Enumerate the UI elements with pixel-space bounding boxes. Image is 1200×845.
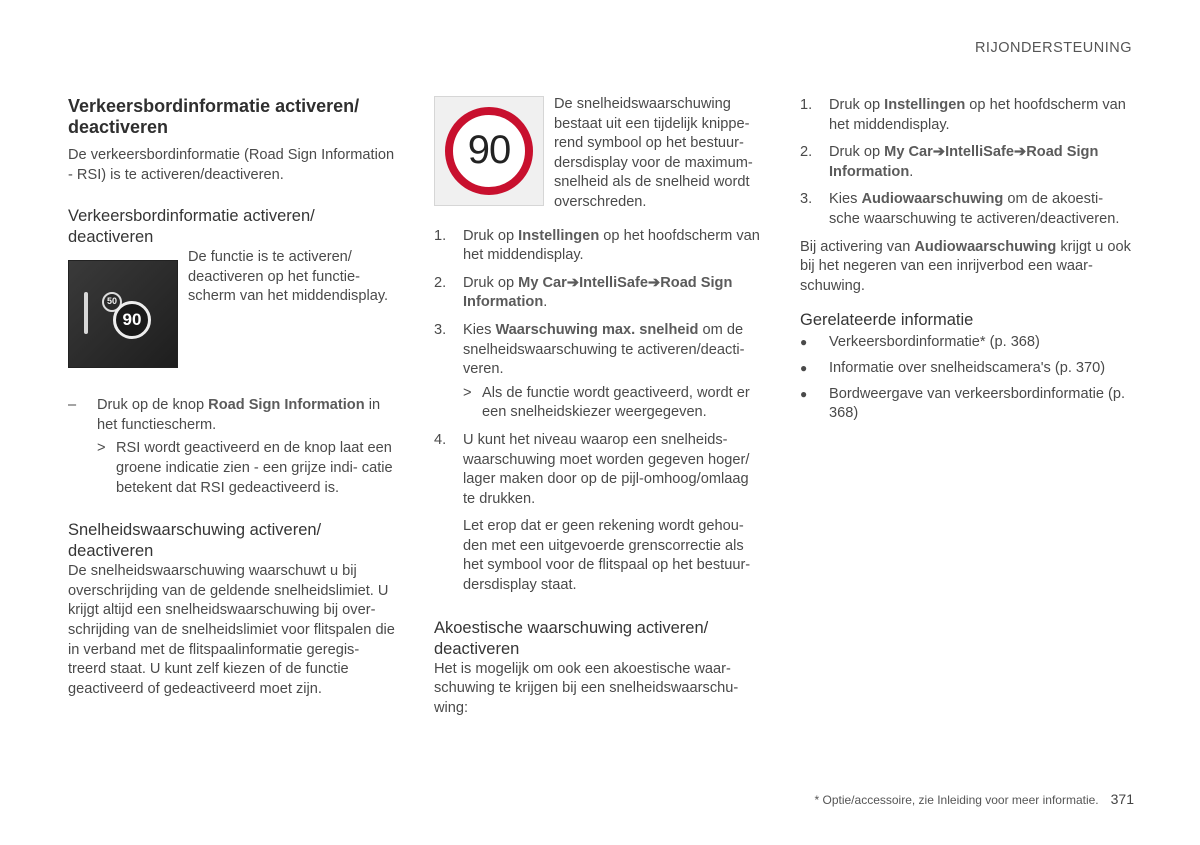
- list-item: [800, 143, 1134, 182]
- page-title: Verkeersbordinformatie activeren/ deactiveren: [68, 96, 360, 137]
- text-post: krijgt u ook bij het negeren van een inrijverbod een waar- schuwing.: [800, 238, 1131, 294]
- step-number: 2.: [434, 274, 447, 291]
- road-sign-information-label: Road Sign Information: [208, 397, 365, 414]
- step-pre: Druk op: [463, 274, 519, 291]
- bullet-icon: ●: [800, 386, 808, 401]
- arrow-right-icon: ➔: [932, 144, 946, 161]
- road-sign-information-label: Road Sign Information: [463, 274, 733, 311]
- footnote: * Optie/accessoire, zie Inleiding voor meer informatie.: [814, 793, 1099, 807]
- related-link[interactable]: [800, 333, 1134, 353]
- intellisafe-label: IntelliSafe: [945, 144, 1014, 161]
- bullet-icon: ●: [800, 335, 808, 350]
- step-text: [829, 190, 1134, 229]
- step-number: 1.: [434, 227, 447, 244]
- step-text: [463, 321, 764, 380]
- related-info-list: [800, 333, 1134, 423]
- intro-text: De verkeersbordinformatie (Road Sign Information - RSI) is te activeren/deactiveren.: [68, 147, 395, 183]
- bullet-icon: ●: [800, 360, 808, 375]
- speed-warning-steps: [434, 227, 764, 510]
- function-screen-illustration: [68, 260, 178, 368]
- column-left: [68, 96, 400, 699]
- instruction-result: [97, 439, 400, 498]
- step-body: [463, 321, 764, 423]
- sign-caption: De snelheidswaarschuwing bestaat uit een tijdelijk knippe- rend symbool op het bestuur- dersdisplay voor de maximum- snelheid als de snelheid wordt overschreden.: [554, 96, 753, 210]
- step-text: [829, 143, 1134, 182]
- step-number: 3.: [434, 321, 447, 338]
- step-number: 1.: [800, 97, 813, 113]
- list-item: [800, 190, 1134, 229]
- step-pre: Kies: [463, 321, 496, 338]
- step-pre: Druk op de knop: [97, 397, 209, 414]
- step-pre: Druk op: [829, 144, 885, 161]
- audio-warning-label: Audiowaarschuwing: [914, 238, 1057, 255]
- intellisafe-label: IntelliSafe: [579, 274, 648, 291]
- road-sign-information-label: Road Sign Information: [829, 144, 1099, 180]
- step-post: op het hoofdscherm van het middendisplay.: [463, 227, 760, 264]
- step-pre: Druk op: [463, 227, 519, 244]
- list-item: [800, 96, 1134, 135]
- step-post: om de snelheidswaarschuwing te activeren/deacti- veren.: [463, 321, 745, 378]
- related-info-heading: Gerelateerde informatie: [800, 311, 974, 330]
- note-text: Let erop dat er geen rekening wordt gehou- den met een uitgevoerde grenscorrectie als het symbool voor de flitspaal op het bestuur- dersdisplay staat.: [463, 518, 751, 594]
- column-right: [800, 96, 1134, 430]
- speed-limit-sign-illustration: [434, 96, 544, 206]
- instruction-text: [97, 396, 400, 435]
- audio-warning-steps: [800, 96, 1134, 230]
- step-text: U kunt het niveau waarop een snelheids- waarschuwing moet worden gegeven hoger/ lager maken door op de pijl-omhoog/omlaag te drukken.: [463, 431, 750, 507]
- step-number: 2.: [800, 144, 813, 161]
- my-car-label: My Car: [518, 274, 567, 291]
- arrow-right-icon: ➔: [566, 274, 580, 291]
- speed-limit-sign-icon: 90: [445, 107, 533, 195]
- step-text: [829, 96, 1134, 135]
- figure-caption: De functie is te activeren/ deactiveren op het functie- scherm van het middendisplay.: [188, 249, 389, 305]
- step-text: [463, 274, 764, 313]
- list-item: [434, 274, 764, 313]
- result-marker: >: [97, 440, 106, 457]
- function-figure-row: [68, 248, 400, 368]
- subheading-acoustic-warning: Akoestische waarschuwing activeren/ deactiveren: [434, 618, 709, 658]
- arrow-right-icon: ➔: [648, 274, 661, 291]
- text-pre: Bij activering van: [800, 238, 915, 255]
- acoustic-warning-text: Het is mogelijk om ook een akoestische waar- schuwing te krijgen bij een snelheidswaarschu- wing:: [434, 660, 739, 716]
- instruction-step: [68, 396, 400, 435]
- step-text: [463, 227, 764, 266]
- my-car-label: My Car: [884, 144, 933, 161]
- audio-warning-label: Audiowaarschuwing: [861, 191, 1004, 208]
- result-text: RSI wordt geactiveerd en de knop laat een groene indicatie zien - een grijze indi- catie betekent dat RSI gedeactiveerd is.: [116, 440, 393, 496]
- list-item: [434, 431, 764, 509]
- step-number: 4.: [434, 431, 447, 448]
- step-result: [463, 384, 764, 423]
- small-speed-sign-icon: 50: [102, 292, 122, 312]
- dash-marker: –: [68, 397, 77, 414]
- step-post: op het hoofdscherm van het middendisplay.: [829, 97, 1126, 133]
- step-pre: Kies: [829, 191, 862, 208]
- subheading-speed-warning: Snelheidswaarschuwing activeren/ deactiveren: [68, 521, 322, 561]
- column-middle: [434, 96, 764, 718]
- settings-label: Instellingen: [518, 227, 600, 244]
- related-link-text[interactable]: Bordweergave van verkeersbordinformatie (p. 368): [829, 385, 1126, 422]
- page-footer: [815, 791, 1135, 807]
- speed-sign-icon: 90: [113, 301, 151, 339]
- result-text: Als de functie wordt geactiveerd, wordt er een snelheidskiezer weergegeven.: [482, 384, 750, 421]
- max-speed-warning-label: Waarschuwing max. snelheid: [495, 321, 699, 338]
- settings-label: Instellingen: [884, 97, 966, 113]
- section-header: RIJONDERSTEUNING: [974, 40, 1132, 56]
- related-link[interactable]: [800, 359, 1134, 379]
- step-post: in het functiescherm.: [97, 397, 381, 433]
- related-link-text[interactable]: Informatie over snelheidscamera's (p. 370): [829, 359, 1106, 376]
- indicator-bar: [84, 292, 88, 334]
- related-link[interactable]: [800, 385, 1134, 424]
- subheading-activate: Verkeersbordinformatie activeren/ deactiveren: [68, 207, 315, 247]
- result-marker: >: [463, 384, 472, 401]
- step-post: .: [543, 294, 548, 311]
- list-item: [434, 321, 764, 423]
- step-post: .: [909, 163, 914, 180]
- sign-figure-row: [434, 96, 764, 213]
- step-post: om de akoesti- sche waarschuwing te activeren/deactiveren.: [829, 191, 1120, 227]
- list-item: [434, 227, 764, 266]
- activation-text: [800, 238, 1134, 297]
- step-number: 3.: [800, 191, 813, 208]
- step-pre: Druk op: [829, 97, 885, 113]
- related-link-text[interactable]: Verkeersbordinformatie* (p. 368): [829, 334, 1040, 351]
- speed-warning-text: De snelheidswaarschuwing waarschuwt u bij overschrijding van de geldende snelheidslimiet. U krijgt altijd een snelheidswaarschuwing bij over- schrijding van de snelheidslimiet voor flitspalen die in verband met de flitspaalinformatie geregis- treerd staat. U kunt zelf kiezen of de functie geactiveerd of gedeactiveerd moet zijn.: [68, 563, 395, 697]
- arrow-right-icon: ➔: [1014, 144, 1027, 161]
- page-number: 371: [1110, 791, 1134, 807]
